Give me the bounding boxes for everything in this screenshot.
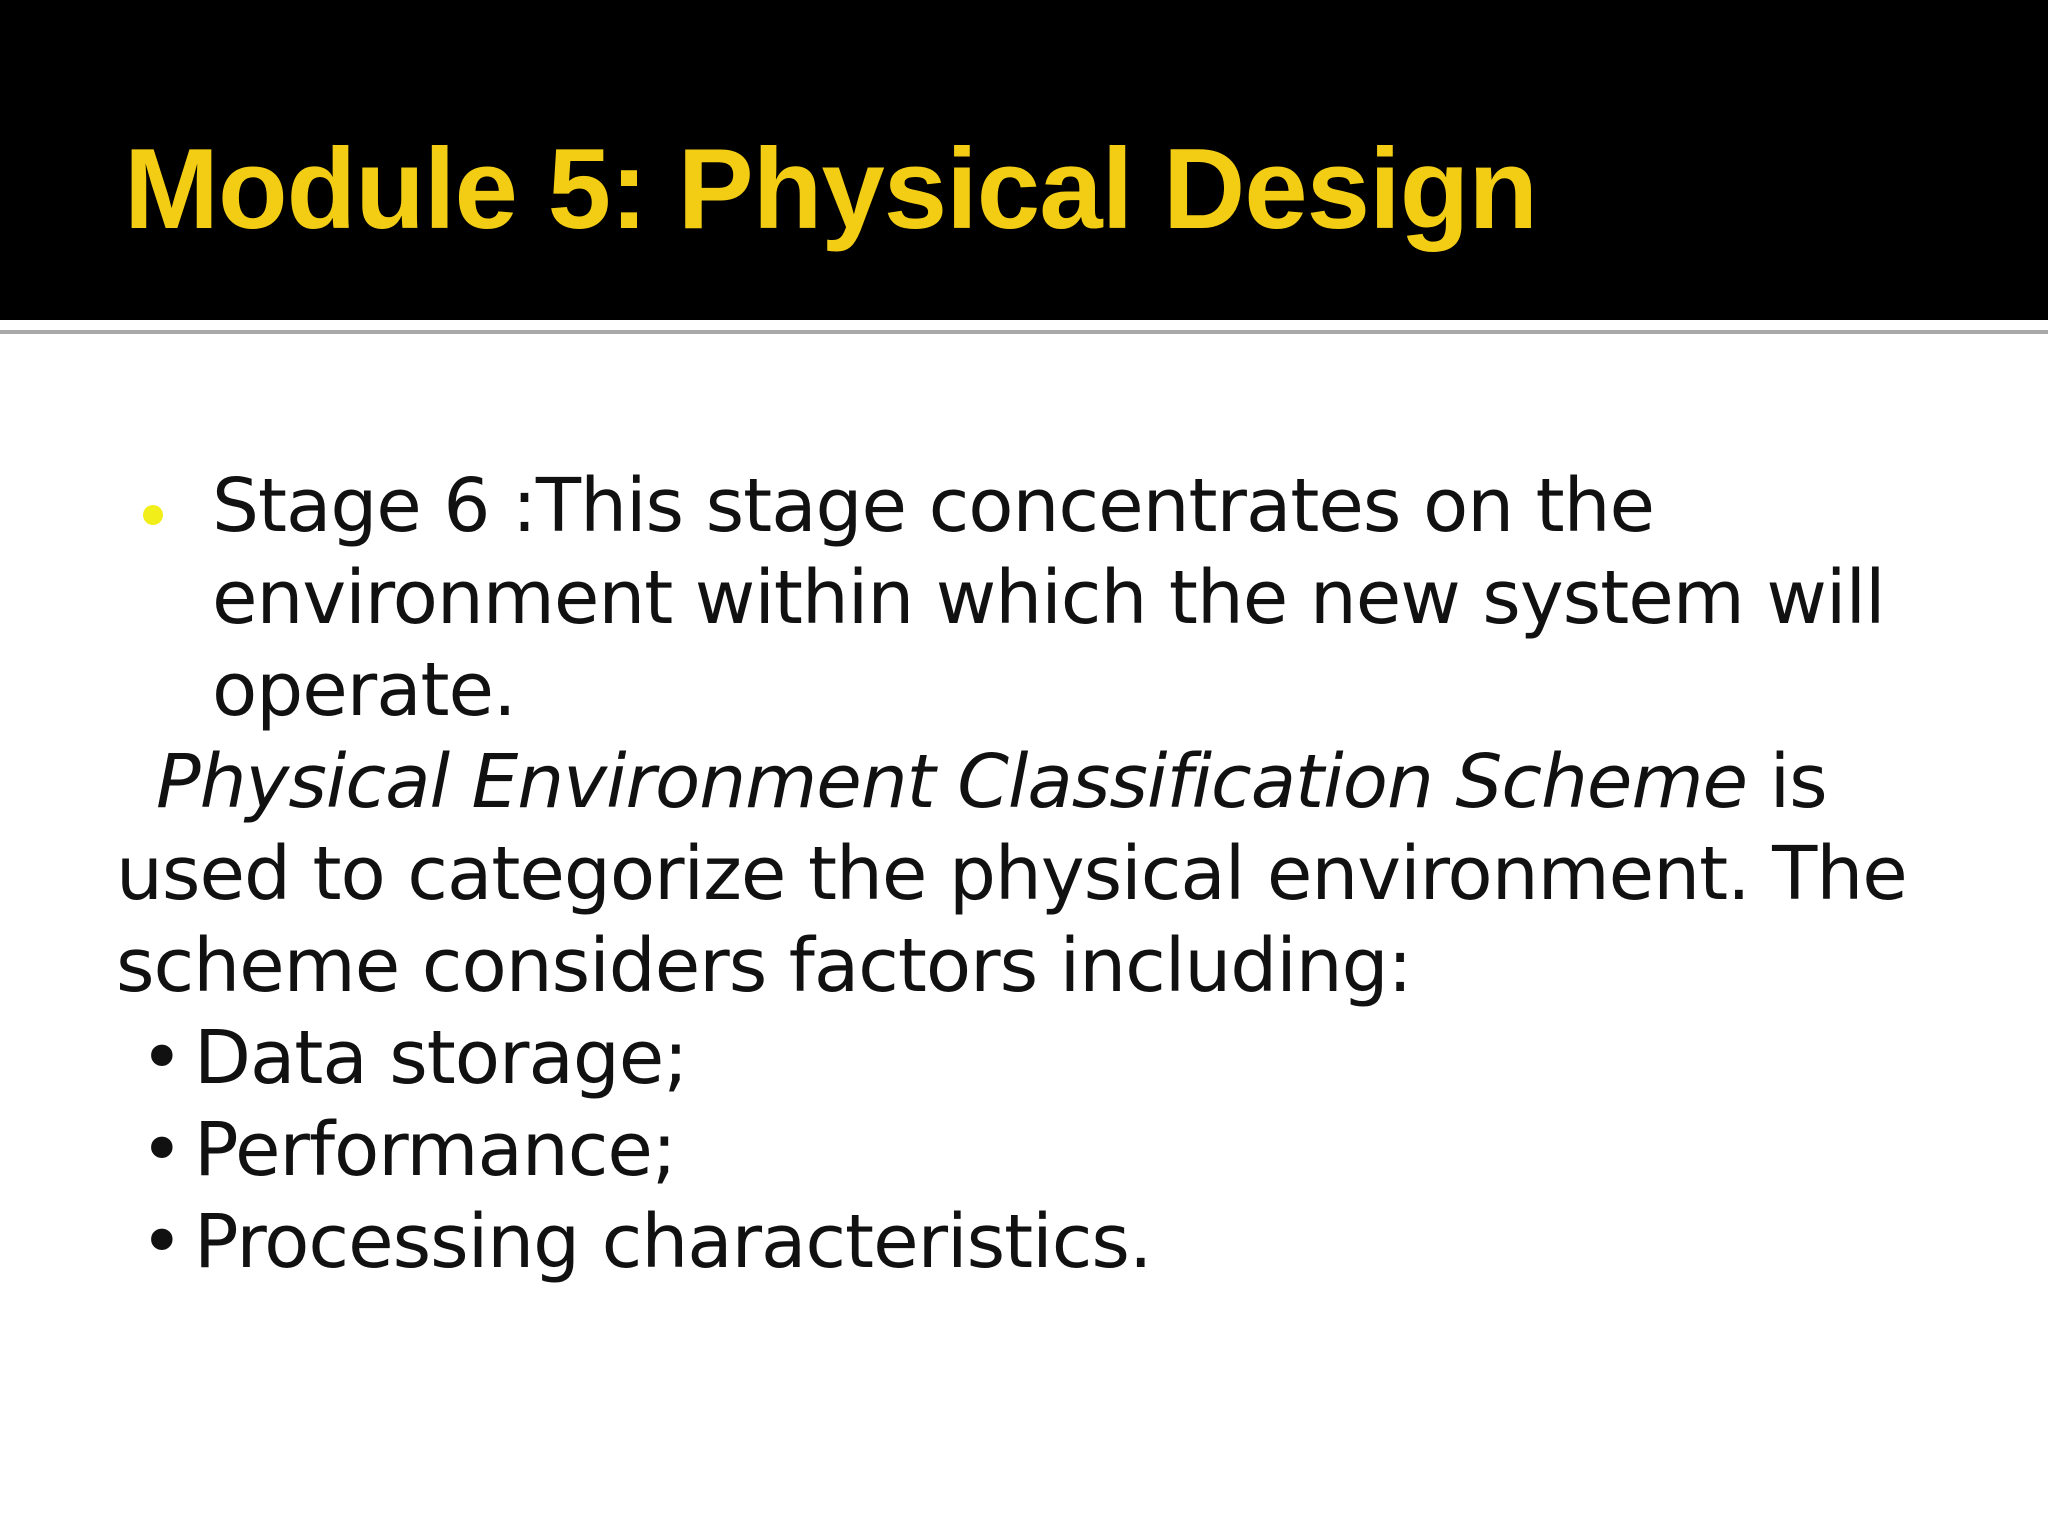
scheme-paragraph [116, 736, 1996, 1012]
factor-item [140, 1012, 687, 1104]
bullet-icon: • [140, 1107, 183, 1193]
scheme-name: Physical Environment Classification Scheme [156, 739, 1748, 825]
bullet-icon: • [140, 1199, 183, 1285]
title-divider-white [0, 320, 2048, 328]
factor-item [140, 1104, 676, 1196]
title-bar [0, 0, 2048, 320]
factor-label: Performance; [194, 1107, 676, 1193]
bullet-icon: • [140, 1015, 183, 1101]
title-divider-grey [0, 330, 2048, 334]
scheme-description: is used to categorize the physical environment. The scheme considers factors including: [116, 739, 1907, 1009]
slide-title: Module 5: Physical Design [124, 126, 1538, 253]
bullet-dot-icon [143, 505, 163, 525]
factor-label: Processing characteristics. [194, 1199, 1152, 1285]
factor-item [140, 1196, 1151, 1288]
stage-bullet-text: Stage 6 :This stage concentrates on the environment within which the new system will operate. [212, 463, 1885, 733]
factor-label: Data storage; [194, 1015, 688, 1101]
